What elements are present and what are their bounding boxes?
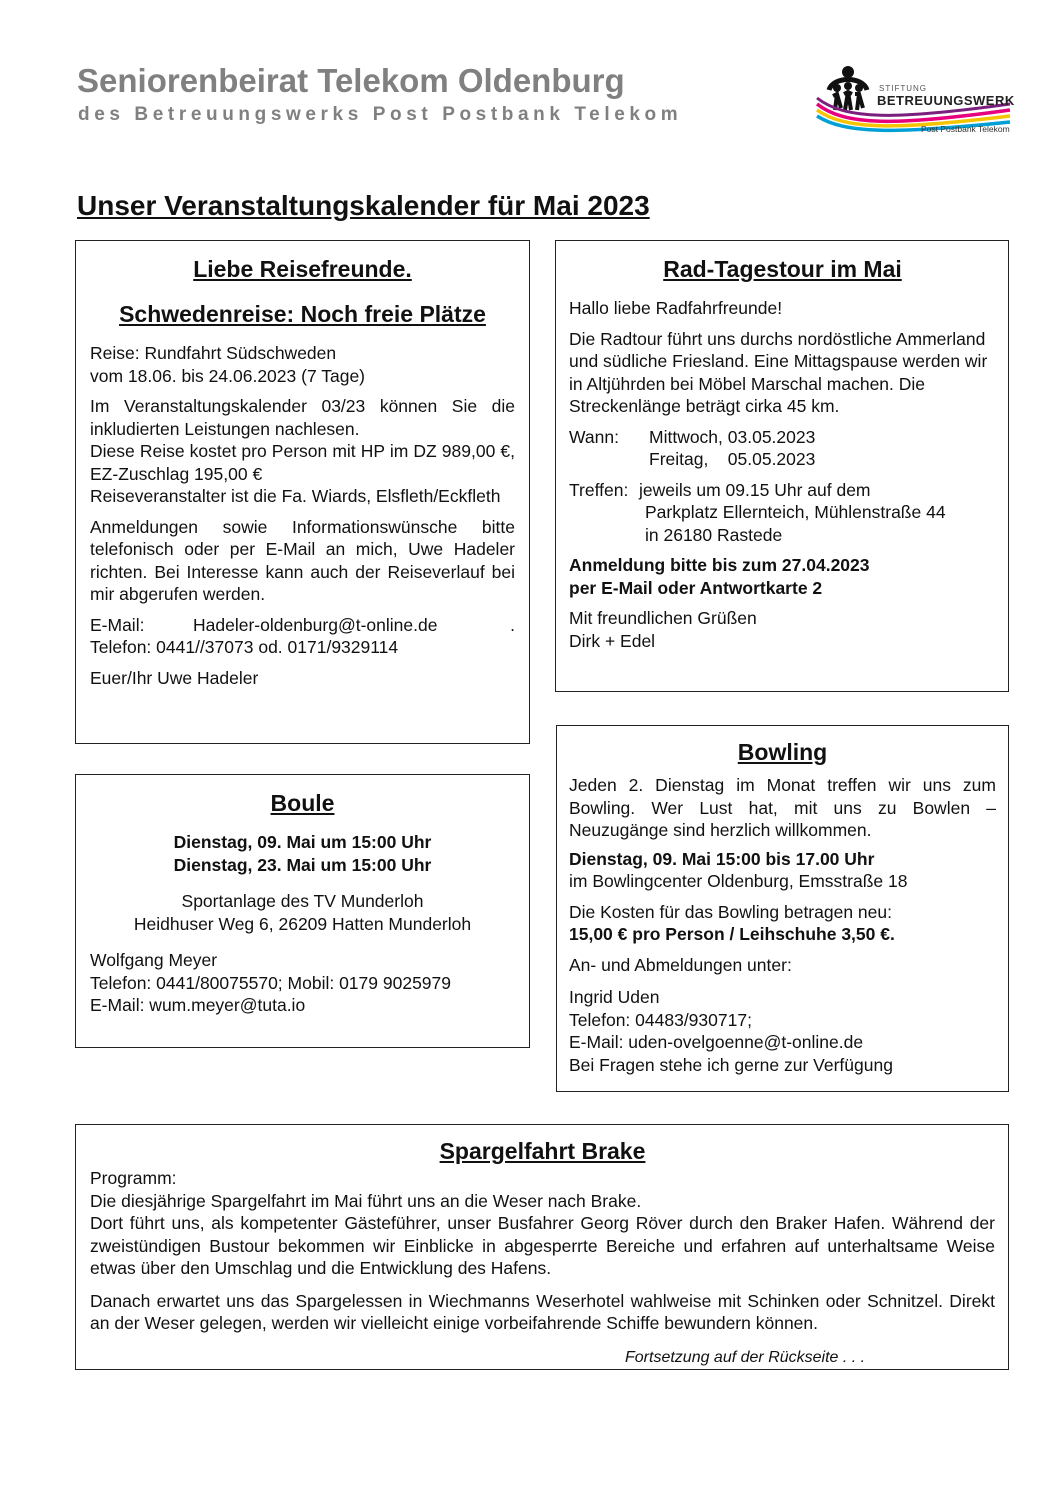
asparagus-trip-box	[75, 1124, 1009, 1370]
bowling-box	[556, 725, 1009, 1092]
bowling-contact-phone: Telefon: 04483/930717;	[569, 1009, 752, 1030]
travel-box	[75, 240, 530, 744]
bowling-para: Jeden 2. Dienstag im Monat treffen wir uns zum Bowling. Wer Lust hat, mit uns zu Bowlen – Neuzugänge sind herzlich willkommen.	[569, 775, 996, 840]
asparagus-para2: Danach erwartet uns das Spargelessen in Wiechmanns Weserhotel wahlweise mit Schinken oder Schnitzel. Direkt an der Weser gelegen, werden wir vielleicht einige vorbeifahrende Schiffe bewundern können.	[90, 1290, 995, 1333]
bike-tour-greeting: Hallo liebe Radfahrfreunde!	[569, 298, 783, 318]
travel-heading: Liebe Reisefreunde.	[193, 256, 412, 282]
bowling-heading: Bowling	[737, 739, 828, 765]
bike-tour-signup2: per E-Mail oder Antwortkarte 2	[569, 577, 823, 598]
boule-date2: Dienstag, 23. Mai um 15:00 Uhr	[173, 854, 432, 875]
logo	[815, 64, 1015, 142]
travel-para2: Diese Reise kostet pro Person mit HP im DZ 989,00 €, EZ-Zuschlag 195,00 €	[90, 441, 515, 484]
bike-tour-meet3: in 26180 Rastede	[645, 524, 783, 545]
boule-date1: Dienstag, 09. Mai um 15:00 Uhr	[173, 832, 432, 852]
bike-tour-meet-row	[569, 479, 996, 502]
bowling-cost1: Die Kosten für das Bowling betragen neu:	[569, 901, 892, 922]
travel-para4: Anmeldungen sowie Informationswünsche bitte telefonisch oder per E-Mail an mich, Uwe Hadeler richten. Bei Interesse kann auch der Reiseverlauf bei mir abgerufen werden.	[90, 516, 515, 604]
org-title: Seniorenbeirat Telekom Oldenburg	[77, 62, 625, 99]
logo-text-big: BETREUUNGSWERK	[877, 93, 1015, 108]
org-subtitle: des Betreuungswerks Post Postbank Telekom	[78, 104, 683, 125]
asparagus-line1: Die diesjährige Spargelfahrt im Mai führt uns an die Weser nach Brake.	[90, 1190, 642, 1211]
bowling-contact-note: Bei Fragen stehe ich gerne zur Verfügung	[569, 1054, 893, 1075]
bowling-contact-name: Ingrid Uden	[569, 987, 660, 1007]
travel-sign: Euer/Ihr Uwe Hadeler	[90, 667, 259, 688]
travel-email-label: E-Mail:	[90, 614, 145, 635]
asparagus-heading: Spargelfahrt Brake	[439, 1138, 646, 1164]
bowling-date: Dienstag, 09. Mai 15:00 bis 17.00 Uhr	[569, 848, 875, 869]
asparagus-line2: Dort führt uns, als kompetenter Gästeführer, unser Busfahrer Georg Röver durch den Braker Hafen. Während der zweistündigen Bustour bekommen wir Einblicke in abgesperrte Bereiche und erfahren auf unterhaltsame Weise etwas über den Umschlag und die Entwicklung des Hafens.	[90, 1213, 995, 1278]
travel-phone: Telefon: 0441//37073 od. 0171/9329114	[90, 637, 399, 657]
travel-email-trail: .	[510, 614, 515, 635]
bike-tour-when-label: Wann:	[569, 426, 619, 447]
bike-tour-para: Die Radtour führt uns durchs nordöstliche Ammerland und südliche Friesland. Eine Mittagspause werden wir in Altjührden bei Möbel Marschal machen. Die Streckenlänge beträgt cirka 45 km.	[569, 328, 988, 416]
travel-para1: Im Veranstaltungskalender 03/23 können Sie die inkludierten Leistungen nachlesen.	[90, 396, 515, 439]
bowling-register: An- und Abmeldungen unter:	[569, 954, 792, 975]
bike-tour-meet-label: Treffen:	[569, 479, 629, 500]
bowling-contact-email: E-Mail: uden-ovelgoenne@t-online.de	[569, 1032, 864, 1052]
continued-note: Fortsetzung auf der Rückseite . . .	[625, 1348, 866, 1366]
bike-tour-signup1: Anmeldung bitte bis zum 27.04.2023	[569, 555, 870, 575]
travel-para3: Reiseveranstalter ist die Fa. Wiards, Elsfleth/Eckfleth	[90, 486, 501, 506]
boule-box	[75, 774, 530, 1048]
bike-tour-when-row	[569, 426, 996, 449]
boule-contact-email: E-Mail: wum.meyer@tuta.io	[90, 995, 306, 1015]
travel-email[interactable]: Hadeler-oldenburg@t-online.de	[193, 614, 438, 635]
bike-tour-meet2: Parkplatz Ellernteich, Mühlenstraße 44	[645, 502, 946, 522]
bike-tour-meet1: jeweils um 09.15 Uhr auf dem	[639, 479, 871, 500]
boule-place2: Heidhuser Weg 6, 26209 Hatten Munderloh	[133, 913, 472, 934]
travel-subheading: Schwedenreise: Noch freie Plätze	[119, 301, 486, 327]
logo-text-small: STIFTUNG	[879, 84, 927, 93]
bowling-cost2: 15,00 € pro Person / Leihschuhe 3,50 €.	[569, 924, 895, 944]
boule-contact-name: Wolfgang Meyer	[90, 950, 218, 970]
bike-tour-box	[555, 240, 1009, 692]
page-title: Unser Veranstaltungskalender für Mai 2023	[77, 190, 650, 221]
bowling-place: im Bowlingcenter Oldenburg, Emsstraße 18	[569, 871, 908, 891]
bike-tour-date2-spacer	[569, 448, 649, 471]
bike-tour-names: Dirk + Edel	[569, 630, 656, 651]
bike-tour-regards: Mit freundlichen Grüßen	[569, 608, 757, 628]
asparagus-program-label: Programm:	[90, 1168, 177, 1188]
boule-heading: Boule	[270, 790, 335, 816]
travel-line1: Reise: Rundfahrt Südschweden	[90, 343, 337, 363]
logo-text-sub: Post Postbank Telekom	[921, 124, 1010, 134]
travel-email-row	[90, 614, 515, 637]
bike-tour-date2: Freitag, 05.05.2023	[649, 449, 816, 469]
bike-tour-date2-row	[569, 448, 996, 471]
boule-contact-phone: Telefon: 0441/80075570; Mobil: 0179 9025979	[90, 972, 451, 993]
travel-line2: vom 18.06. bis 24.06.2023 (7 Tage)	[90, 365, 366, 386]
bike-tour-heading: Rad-Tagestour im Mai	[663, 256, 902, 282]
boule-place1: Sportanlage des TV Munderloh	[181, 891, 424, 911]
bike-tour-date1: Mittwoch, 03.05.2023	[649, 426, 816, 447]
